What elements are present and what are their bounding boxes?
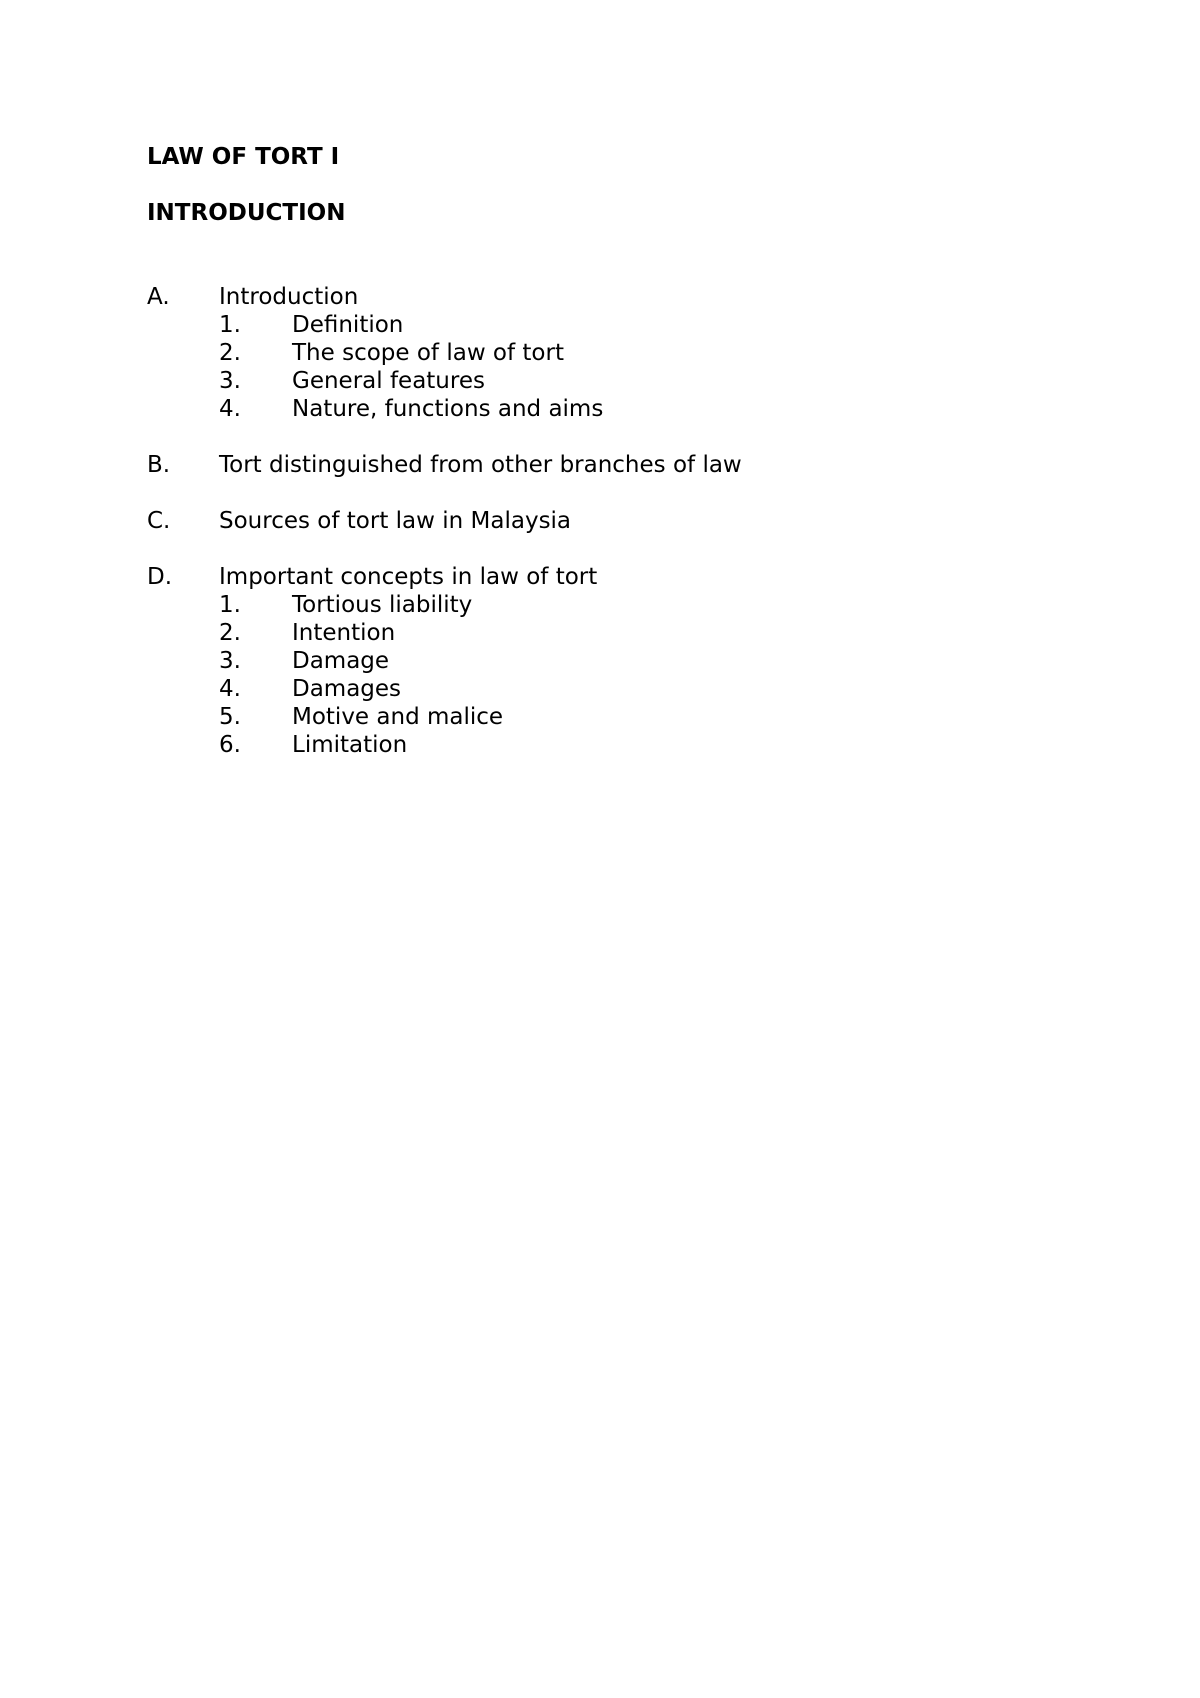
outline-section-a [147,283,1097,423]
section-label: Tort distinguished from other branches of law [219,452,742,478]
item-label: General features [292,368,485,394]
item-label: Damages [292,676,402,702]
list-item [147,395,1097,423]
item-marker: 4. [219,396,241,422]
item-label: Limitation [292,732,408,758]
item-marker: 3. [219,368,241,394]
section-label: Important concepts in law of tort [219,564,598,590]
section-marker: C. [147,508,171,534]
section-label: Introduction [219,284,359,310]
outline [147,283,1097,759]
item-marker: 2. [219,620,241,646]
list-item [147,619,1097,647]
item-label: Nature, functions and aims [292,396,604,422]
section-marker: A. [147,284,170,310]
item-marker: 5. [219,704,241,730]
list-item [147,339,1097,367]
item-marker: 1. [219,592,241,618]
item-marker: 3. [219,648,241,674]
item-label: Definition [292,312,404,338]
section-heading [147,451,1097,479]
item-label: Damage [292,648,390,674]
section-heading [147,507,1097,535]
section-label: Sources of tort law in Malaysia [219,508,572,534]
document-content [147,143,1097,787]
list-item [147,703,1097,731]
section-heading [147,283,1097,311]
document-subtitle: INTRODUCTION [147,200,346,226]
section-marker: D. [147,564,173,590]
outline-section-b [147,451,1097,479]
item-marker: 6. [219,732,241,758]
item-marker: 4. [219,676,241,702]
list-item [147,591,1097,619]
list-item [147,647,1097,675]
section-marker: B. [147,452,171,478]
item-label: Motive and malice [292,704,504,730]
list-item [147,731,1097,759]
outline-section-c [147,507,1097,535]
list-item [147,311,1097,339]
document-title: LAW OF TORT I [147,144,340,170]
item-label: Tortious liability [292,592,473,618]
list-item [147,367,1097,395]
section-heading [147,563,1097,591]
item-marker: 1. [219,312,241,338]
item-label: The scope of law of tort [292,340,564,366]
item-label: Intention [292,620,396,646]
item-marker: 2. [219,340,241,366]
outline-section-d [147,563,1097,759]
list-item [147,675,1097,703]
